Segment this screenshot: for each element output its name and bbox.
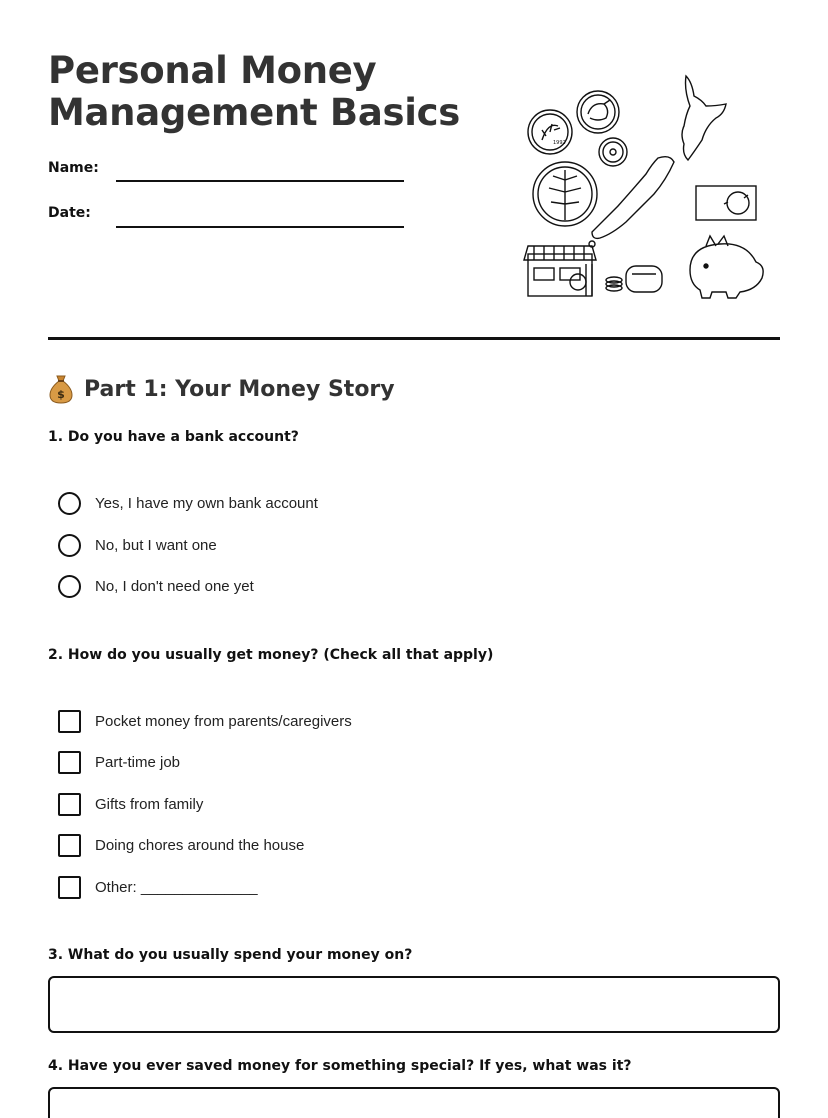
- option-label: No, but I want one: [95, 536, 217, 554]
- q1-option[interactable]: [58, 574, 254, 598]
- question-4: 4. Have you ever saved money for something special? If yes, what was it?: [48, 1058, 632, 1074]
- coin-date: 1992: [553, 140, 566, 146]
- answer-box-q3[interactable]: [48, 976, 780, 1033]
- radio-button[interactable]: [58, 575, 81, 598]
- q2-option[interactable]: [58, 833, 304, 857]
- name-field[interactable]: [116, 180, 404, 182]
- q2-option[interactable]: [58, 792, 203, 816]
- q1-option[interactable]: [58, 491, 318, 515]
- checkbox[interactable]: [58, 834, 81, 857]
- header-divider: [48, 337, 780, 340]
- question-2: 2. How do you usually get money? (Check all that apply): [48, 647, 494, 663]
- name-label: Name:: [48, 160, 99, 176]
- radio-button[interactable]: [58, 492, 81, 515]
- option-label: Pocket money from parents/caregivers: [95, 712, 352, 730]
- option-label: Doing chores around the house: [95, 836, 305, 854]
- page-title: Personal Money Management Basics: [48, 49, 460, 134]
- part1-title: Part 1: Your Money Story: [84, 376, 395, 402]
- question-1: 1. Do you have a bank account?: [48, 429, 299, 445]
- q2-option[interactable]: [58, 750, 180, 774]
- option-label: Yes, I have my own bank account: [95, 494, 318, 512]
- q1-option[interactable]: [58, 533, 217, 557]
- checkbox[interactable]: [58, 751, 81, 774]
- part1-heading: [48, 374, 395, 404]
- option-label: Gifts from family: [95, 795, 204, 813]
- radio-button[interactable]: [58, 534, 81, 557]
- checkbox[interactable]: [58, 710, 81, 733]
- option-label: Part-time job: [95, 753, 181, 771]
- nz-money-illustration-icon: [520, 70, 770, 302]
- money-bag-icon: [48, 374, 74, 404]
- svg-text:$: $: [57, 388, 65, 401]
- date-field[interactable]: [116, 226, 404, 228]
- checkbox[interactable]: [58, 876, 81, 899]
- checkbox[interactable]: [58, 793, 81, 816]
- option-label: No, I don't need one yet: [95, 577, 254, 595]
- q2-option[interactable]: [58, 709, 352, 733]
- date-label: Date:: [48, 205, 91, 221]
- option-label: Other: ______________: [95, 878, 258, 896]
- answer-box-q4[interactable]: [48, 1087, 780, 1118]
- q2-option[interactable]: [58, 875, 258, 899]
- question-3: 3. What do you usually spend your money on?: [48, 947, 413, 963]
